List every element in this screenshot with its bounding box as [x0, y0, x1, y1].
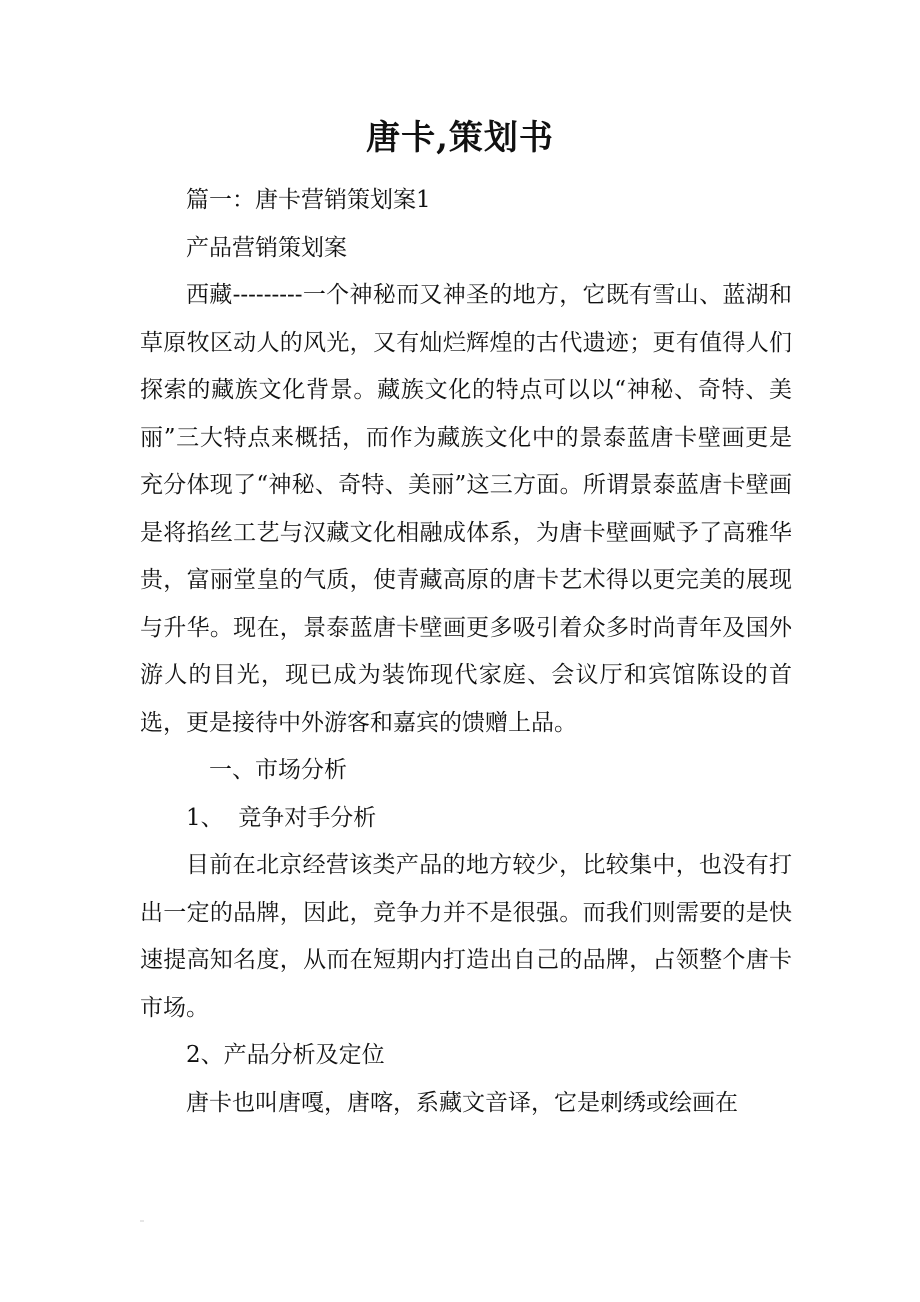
competitor-analysis-heading: 1、 竞争对手分析: [186, 804, 377, 831]
intro-paragraph: 西藏---------一个神秘而又神圣的地方，它既有雪山、蓝湖和草原牧区动人的风光，又有灿烂辉煌的古代遗迹；更有值得人们探索的藏族文化背景。藏族文化的特点可以以“神秘、奇特、美丽”三大特点来概括，而作为藏族文化中的景泰蓝唐卡壁画更是充分体现了“神秘、奇特、美丽”这三方面。所谓景泰蓝唐卡壁画是将掐丝工艺与汉藏文化相融成体系，为唐卡壁画赋予了高雅华贵，富丽堂皇的气质，使青藏高原的唐卡艺术得以更完美的展现与升华。现在，景泰蓝唐卡壁画更多吸引着众多时尚青年及国外游人的目光，现已成为装饰现代家庭、会议厅和宾馆陈设的首选，更是接待中外游客和嘉宾的馈赠上品。: [140, 282, 792, 736]
product-analysis-heading: 2、产品分析及定位: [186, 1042, 385, 1068]
market-analysis-heading: 一、市场分析: [209, 757, 347, 783]
product-analysis-paragraph: 唐卡也叫唐嘎，唐喀，系藏文音译，它是刺绣或绘画在: [186, 1089, 738, 1116]
section-title: 产品营销策划案: [186, 234, 347, 261]
document-title: 唐卡,策划书: [366, 118, 554, 158]
page-speck: [140, 1220, 144, 1222]
document-body: [140, 177, 792, 1127]
competitor-analysis-paragraph: 目前在北京经营该类产品的地方较少，比较集中，也没有打出一定的品牌，因此，竞争力并不是很强。而我们则需要的是快速提高知名度，从而在短期内打造出自己的品牌，占领整个唐卡市场。: [140, 852, 792, 1021]
chapter-heading: 篇一：唐卡营销策划案1: [186, 187, 431, 213]
